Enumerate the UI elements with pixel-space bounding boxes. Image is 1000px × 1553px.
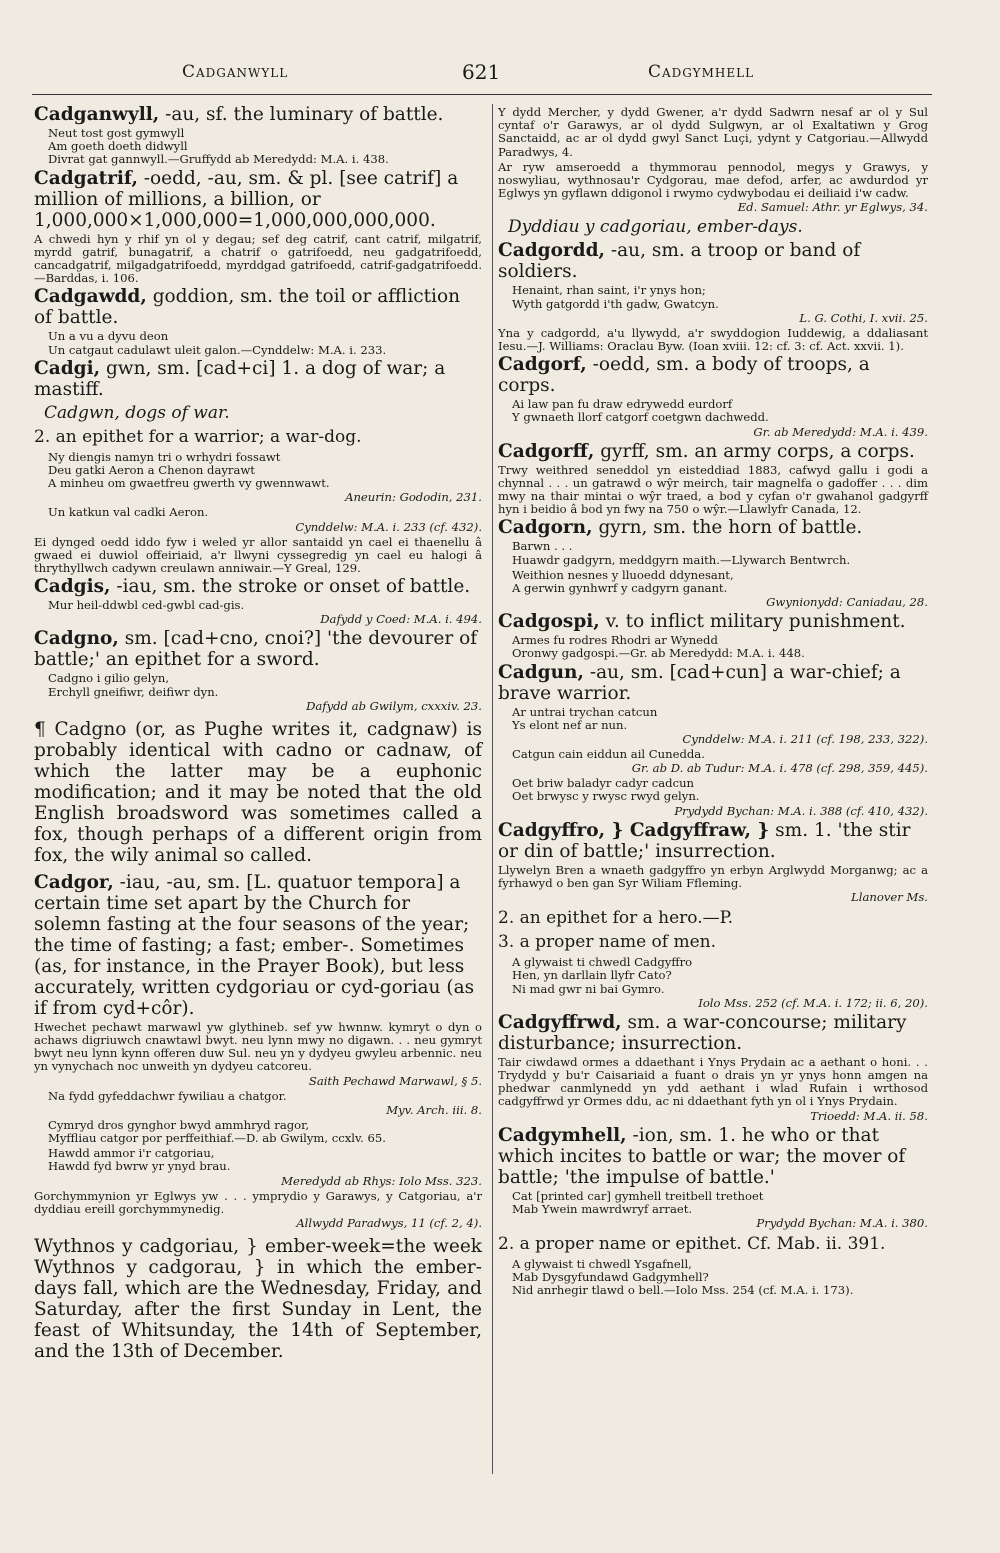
entry-headword: Cadgyffro, } Cadgyffraw, } xyxy=(498,819,770,841)
quotation-line: Un katkun val cadki Aeron. xyxy=(48,505,209,520)
dictionary-entry xyxy=(498,611,928,632)
entry-headword: Cadgyffrwd, xyxy=(498,1011,622,1033)
quotation-source: Prydydd Bychan: M.A. i. 388 (cf. 410, 432). xyxy=(674,803,928,818)
dictionary-entry xyxy=(34,872,482,1019)
quotation xyxy=(512,284,928,310)
quotation-paragraph: Gorchymmynion yr Eglwys yw . . . ymprydio y Garawys, y Catgoriau, a'r dyddiau ereill gorchymmynedig. xyxy=(34,1188,482,1216)
dictionary-entry xyxy=(498,662,928,704)
quotation-paragraph: Llywelyn Bren a wnaeth gadgyffro yn erbyn Arglwydd Morganwg; ac a fyrhawyd o ben gan Syr Wiliam Ffleming. xyxy=(498,862,928,890)
dictionary-entry xyxy=(34,628,482,670)
entry-headword: Cadgatrif, xyxy=(34,167,138,189)
entry-headword: Cadgis, xyxy=(34,576,111,598)
entry-definition: -au, sf. the luminary of battle. xyxy=(165,104,444,125)
column-divider xyxy=(492,104,493,1474)
quotation xyxy=(48,599,482,612)
quotation-line: Myffliau catgor por perffeithiaf.—D. ab Gwilym, ccxlv. 65. xyxy=(48,1131,386,1146)
quotation-line: Hawdd ammor i'r catgoriau, xyxy=(48,1146,215,1161)
quotation-source: L. G. Cothi, I. xvii. 25. xyxy=(799,310,928,325)
quotation-line: A glywaist ti chwedl Ysgafnell, xyxy=(512,1256,692,1271)
entry-headword: Cadgorf, xyxy=(498,354,587,376)
quotation-line: Mab Ywein mawrdwryf arraet. xyxy=(512,1201,693,1216)
quotation xyxy=(512,777,928,803)
entry-definition: sm. a war-concourse; military disturbance; insurrection. xyxy=(498,1011,907,1054)
quotation xyxy=(48,330,482,356)
quotation xyxy=(48,127,482,167)
quotation xyxy=(48,1147,482,1173)
quotation xyxy=(512,706,928,732)
quotation-source: Aneurin: Gododin, 231. xyxy=(345,490,482,505)
entry-definition: -oedd, sm. a body of troops, a corps. xyxy=(498,354,870,397)
dictionary-entry xyxy=(34,286,482,328)
left-column xyxy=(34,104,482,1368)
quotation-line: Divrat gat gannwyll.—Gruffydd ab Meredydd: M.A. i. 438. xyxy=(48,152,389,167)
entry-definition: gyrn, sm. the horn of battle. xyxy=(598,517,863,539)
quotation-source: Gwynionydd: Caniadau, 28. xyxy=(766,595,928,610)
entry-definition: v. to inflict military punishment. xyxy=(605,611,906,633)
header-left-guideword: Cadganwyll xyxy=(182,62,289,82)
entry-headword: Cadgawdd, xyxy=(34,286,147,308)
entry-definition: -au, sm. a troop or band of soldiers. xyxy=(498,240,861,283)
dictionary-entry xyxy=(498,1012,928,1054)
header-right-guideword: Cadgymhell xyxy=(648,62,755,82)
entry-headword: Cadgorn, xyxy=(498,517,593,539)
quotation-paragraph: A chwedi hyn y rhif yn ol y degau; sef deg catrif, cant catrif, milgatrif, myrdd gatrif, bunagatrif, a chatrif o gatrifoedd, neu gadgatrifoedd, cancadgatrif, milgadgatrifoedd, myrddgad gatrifoedd, catrif-gadgatrifoedd.—Barddas, i. 106. xyxy=(34,231,482,286)
quotation-line: A minheu om gwaetfreu gwerth vy gwennwawt. xyxy=(48,476,330,491)
quotation-source: Gr. ab Meredydd: M.A. i. 439. xyxy=(753,424,928,439)
entry-sense: 2. a proper name or epithet. Cf. Mab. ii. 391. xyxy=(498,1233,886,1254)
quotation-line: Mur heil-ddwbl ced-gwbl cad-gis. xyxy=(48,598,245,613)
dictionary-entry xyxy=(498,820,928,862)
entry-headword: Cadganwyll, xyxy=(34,104,160,125)
entry-definition: -iau, -au, sm. [L. quatuor tempora] a certain time set apart by the Church for solemn fasting at the four seasons of the year; the time of fasting; a fast; ember-. Sometimes (as, for instance, in the Prayer Book), but less accurately, written cydgoriau or cyd-goriau (as if from cyd+côr). xyxy=(34,871,475,1019)
quotation xyxy=(512,540,928,566)
entry-headword: Cadgi, xyxy=(34,357,101,379)
quotation xyxy=(512,748,928,761)
quotation-line: A glywaist ti chwedl Cadgyffro xyxy=(512,955,693,970)
quotation-paragraph: Hwechet pechawt marwawl yw glythineb. sef yw hwnnw. kymryt o dyn o achaws digriuwch cnawtawl bwyt. neu lynn mwy no digawn. . . neu gymryt bwyt neu lynn kynn offeren duw Sul. neu yn y dydyeu gwyleu arbennic. neu yn vynychach noc unweith yn dydyeu catcoreu. xyxy=(34,1019,482,1074)
entry-headword: Cadgun, xyxy=(498,661,584,683)
quotation-line: A gerwin gynhwrf y cadgyrn ganant. xyxy=(512,581,728,596)
entry-sense: 3. a proper name of men. xyxy=(498,932,717,953)
entry-subform: Cadgwn, dogs of war. xyxy=(44,402,230,423)
quotation-line: Catgun cain eiddun ail Cunedda. xyxy=(512,747,705,762)
quotation-line: Huawdr gadgyrn, meddgyrn maith.—Llywarch Bentwrch. xyxy=(512,552,851,567)
quotation-line: Hawdd fyd bwrw yr ynyd brau. xyxy=(48,1159,231,1174)
dictionary-entry xyxy=(34,358,482,400)
quotation-line: Am goeth doeth didwyll xyxy=(48,139,188,154)
quotation-line: Barwn . . . xyxy=(512,539,573,554)
quotation-line: Deu gatki Aeron a Chenon dayrawt xyxy=(48,463,255,478)
quotation-line: Oet briw baladyr cadyr cadcun xyxy=(512,776,695,791)
note-paragraph: Wythnos y cadgoriau, } ember-week=the week Wythnos y cadgorau, } in which the ember-days fall, which are the Wednesday, Friday, and Saturday, after the first Sunday in Lent, the feast of Whitsunday, the 14th of September, and the 13th of December. xyxy=(34,1236,482,1363)
entry-definition: -ion, sm. 1. he who or that which incites to battle or war; the mover of battle; 'the impulse of battle.' xyxy=(498,1124,906,1188)
quotation-source: Llanover Ms. xyxy=(851,890,928,905)
entry-headword: Cadgorff, xyxy=(498,440,595,462)
quotation-source: Prydydd Bychan: M.A. i. 380. xyxy=(756,1215,928,1230)
quotation-source: Iolo Mss. 252 (cf. M.A. i. 172; ii. 6, 20). xyxy=(698,995,928,1010)
quotation-source: Meredydd ab Rhys: Iolo Mss. 323. xyxy=(281,1173,482,1188)
quotation-line: Cat [printed car] gymhell treitbell trethoet xyxy=(512,1188,764,1203)
quotation-line: Nid anrhegir tlawd o bell.—Iolo Mss. 254 (cf. M.A. i. 173). xyxy=(512,1283,854,1298)
entry-headword: Cadgospi, xyxy=(498,611,600,633)
quotation xyxy=(48,1090,482,1103)
entry-headword: Cadgno, xyxy=(34,628,119,650)
quotation xyxy=(48,506,482,519)
quotation-source: Dafydd y Coed: M.A. i. 494. xyxy=(320,612,482,627)
entry-headword: Cadgor, xyxy=(34,871,114,893)
entry-definition: gwn, sm. [cad+ci] 1. a dog of war; a mastiff. xyxy=(34,357,446,400)
quotation-line: Cymryd dros gynghor bwyd ammhryd ragor, xyxy=(48,1117,310,1132)
quotation-paragraph: Ar ryw amseroedd a thymmorau pennodol, megys y Grawys, y noswyliau, wythnosau'r Cydgorau, mae defod, arfer, ac awdurdod yr Eglwys yn gyflawn ddigonol i rwymo cydwybodau ei deiliaid i'w cadw. xyxy=(498,159,928,201)
quotation-source: Ed. Samuel: Athr. yr Eglwys, 34. xyxy=(737,200,928,215)
dictionary-entry xyxy=(498,1125,928,1188)
quotation-paragraph: Ei dynged oedd iddo fyw i weled yr allor santaidd yn cael ei thaenellu â gwaed ei duwiol offeiriaid, a'r llwyni cyssegredig yn cael eu halogi â thrythyllwch cadywn creulawn anniwair.—Y Greal, 129. xyxy=(34,534,482,576)
entry-definition: goddion, sm. the toil or affliction of battle. xyxy=(34,286,460,329)
quotation-line: Armes fu rodres Rhodri ar Wynedd xyxy=(512,633,718,648)
quotation xyxy=(512,1258,928,1298)
entry-headword: Cadgymhell, xyxy=(498,1124,627,1146)
quotation-source: Trioedd: M.A. ii. 58. xyxy=(810,1108,928,1123)
quotation-source: Gr. ab D. ab Tudur: M.A. i. 478 (cf. 298, 359, 445). xyxy=(631,761,928,776)
quotation xyxy=(512,634,928,660)
quotation-line: Neut tost gost gymwyll xyxy=(48,126,185,140)
quotation-line: Un catgaut cadulawt uleit galon.—Cynddelw: M.A. i. 233. xyxy=(48,342,387,357)
quotation-source: Myv. Arch. iii. 8. xyxy=(386,1102,482,1117)
quotation-line: Ni mad gwr ni bai Gymro. xyxy=(512,981,665,996)
quotation-source: Allwydd Paradwys, 11 (cf. 2, 4). xyxy=(296,1216,482,1231)
quotation-line: Wyth gatgordd i'th gadw, Gwatcyn. xyxy=(512,296,719,311)
quotation-line: Erchyll gneifiwr, deifiwr dyn. xyxy=(48,684,219,699)
quotation-paragraph: Trwy weithred seneddol yn eisteddiad 1883, cafwyd gallu i godi a chynnal . . . un gatrawd o wŷr meirch, tair magnelfa o gadoffer . . . dim mwy na thair mintai o wŷr traed, a bod y cyfan o'r gwahanol gadgyrff hyn i beidio â bod yn fwy na 750 o wŷr.—Llawlyfr Canada, 12. xyxy=(498,462,928,517)
entry-subform: Dyddiau y cadgoriau, ember-days. xyxy=(508,217,803,238)
quotation-line: Ys elont nef ar nun. xyxy=(512,717,628,732)
quotation-line: Y gwnaeth llorf catgorf coetgwn dachwedd. xyxy=(512,410,769,425)
dictionary-entry xyxy=(34,168,482,231)
page-number: 621 xyxy=(462,60,501,84)
quotation-line: Oronwy gadgospi.—Gr. ab Meredydd: M.A. i. 448. xyxy=(512,646,805,661)
header-rule xyxy=(32,94,932,95)
note-paragraph: ¶ Cadgno (or, as Pughe writes it, cadgnaw) is probably identical with cadno or cadnaw, of which the latter may be a euphonic modification; and it may be noted that the old English broadsword was sometimes called a fox, though perhaps of a different origin from fox, the wily animal so called. xyxy=(34,718,482,866)
quotation-line: Hen, yn darllain llyfr Cato? xyxy=(512,968,672,983)
dictionary-entry xyxy=(498,240,928,282)
quotation-source: Cynddelw: M.A. i. 211 (cf. 198, 233, 322). xyxy=(682,732,928,747)
quotation-paragraph: Yna y cadgordd, a'u llywydd, a'r swyddogion Iuddewig, a ddaliasant Iesu.—J. Williams: Oraclau Byw. (Ioan xviii. 12: cf. 3: cf. Act. xxvii. 1). xyxy=(498,325,928,354)
quotation xyxy=(48,451,482,491)
quotation-source: Saith Pechawd Marwawl, § 5. xyxy=(308,1073,482,1088)
entry-definition: -iau, sm. the stroke or onset of battle. xyxy=(116,576,471,598)
quotation-line: Na fydd gyfeddachwr fywiliau a chatgor. xyxy=(48,1088,287,1103)
quotation-line: Oet brwysc y rwysc rwyd gelyn. xyxy=(512,789,700,804)
dictionary-entry xyxy=(498,517,928,538)
quotation xyxy=(512,956,928,996)
dictionary-entry xyxy=(34,576,482,597)
entry-headword: Cadgordd, xyxy=(498,240,605,262)
quotation-line: Ny diengis namyn tri o wrhydri fossawt xyxy=(48,449,281,464)
quotation xyxy=(512,1190,928,1216)
quotation xyxy=(48,672,482,698)
dictionary-entry xyxy=(34,104,482,125)
entry-sense: 2. an epithet for a hero.—P. xyxy=(498,908,734,929)
entry-sense: 2. an epithet for a warrior; a war-dog. xyxy=(34,426,362,447)
entry-definition: gyrff, sm. an army corps, a corps. xyxy=(600,440,915,462)
quotation xyxy=(512,398,928,424)
quotation-paragraph: Y dydd Mercher, y dydd Gwener, a'r dydd Sadwrn nesaf ar ol y Sul cyntaf o'r Garawys, ar ol dydd Sulgwyn, ar ol Exaltatiwn y Grog Sanctaidd, ac ar ol dydd gwyl Sanct Luçi, ydynt y Catgoriau.—Allwydd Paradwys, 4. xyxy=(498,105,928,159)
entry-definition: sm. 1. 'the stir or din of battle;' insurrection. xyxy=(498,819,911,862)
quotation-source: Dafydd ab Gwilym, cxxxiv. 23. xyxy=(306,698,482,713)
quotation-paragraph: Tair ciwdawd ormes a ddaethant i Ynys Prydain ac a aethant o honi. . . Trydydd y bu'r Caisariaid a fuant o drais yn yr ynys honn amgen na phedwar canmlynedd yn ydd aethant i wlad Rufain i wrthosod cadgyffrwd yr Ormes ddu, ac ni ddaethant fyth yn ol i Ynys Prydain. xyxy=(498,1054,928,1109)
quotation xyxy=(48,1119,482,1145)
entry-definition: -au, sm. [cad+cun] a war-chief; a brave warrior. xyxy=(498,661,901,704)
quotation-line: Ai law pan fu draw edrywedd eurdorf xyxy=(512,397,733,412)
quotation-line: Ar untrai trychan catcun xyxy=(512,704,658,719)
quotation-line: Mab Dysgyfundawd Gadgymhell? xyxy=(512,1270,709,1285)
quotation xyxy=(512,569,928,595)
entry-definition: sm. [cad+cno, cnoi?] 'the devourer of battle;' an epithet for a sword. xyxy=(34,628,478,671)
dictionary-entry xyxy=(498,441,928,462)
right-column xyxy=(498,104,928,1299)
quotation-line: Un a vu a dyvu deon xyxy=(48,329,169,344)
running-header xyxy=(0,62,1000,92)
quotation-line: Henaint, rhan saint, i'r ynys hon; xyxy=(512,283,706,298)
quotation-source: Cynddelw: M.A. i. 233 (cf. 432). xyxy=(295,519,482,534)
quotation-line: Weithion nesnes y lluoedd ddynesant, xyxy=(512,567,734,582)
quotation-line: Cadgno i gilio gelyn, xyxy=(48,671,170,686)
entry-definition: -oedd, -au, sm. & pl. [see catrif] a million of millions, a billion, or 1,000,000×1,000,000=1,000,000,000,000. xyxy=(34,167,459,231)
dictionary-entry xyxy=(498,354,928,396)
